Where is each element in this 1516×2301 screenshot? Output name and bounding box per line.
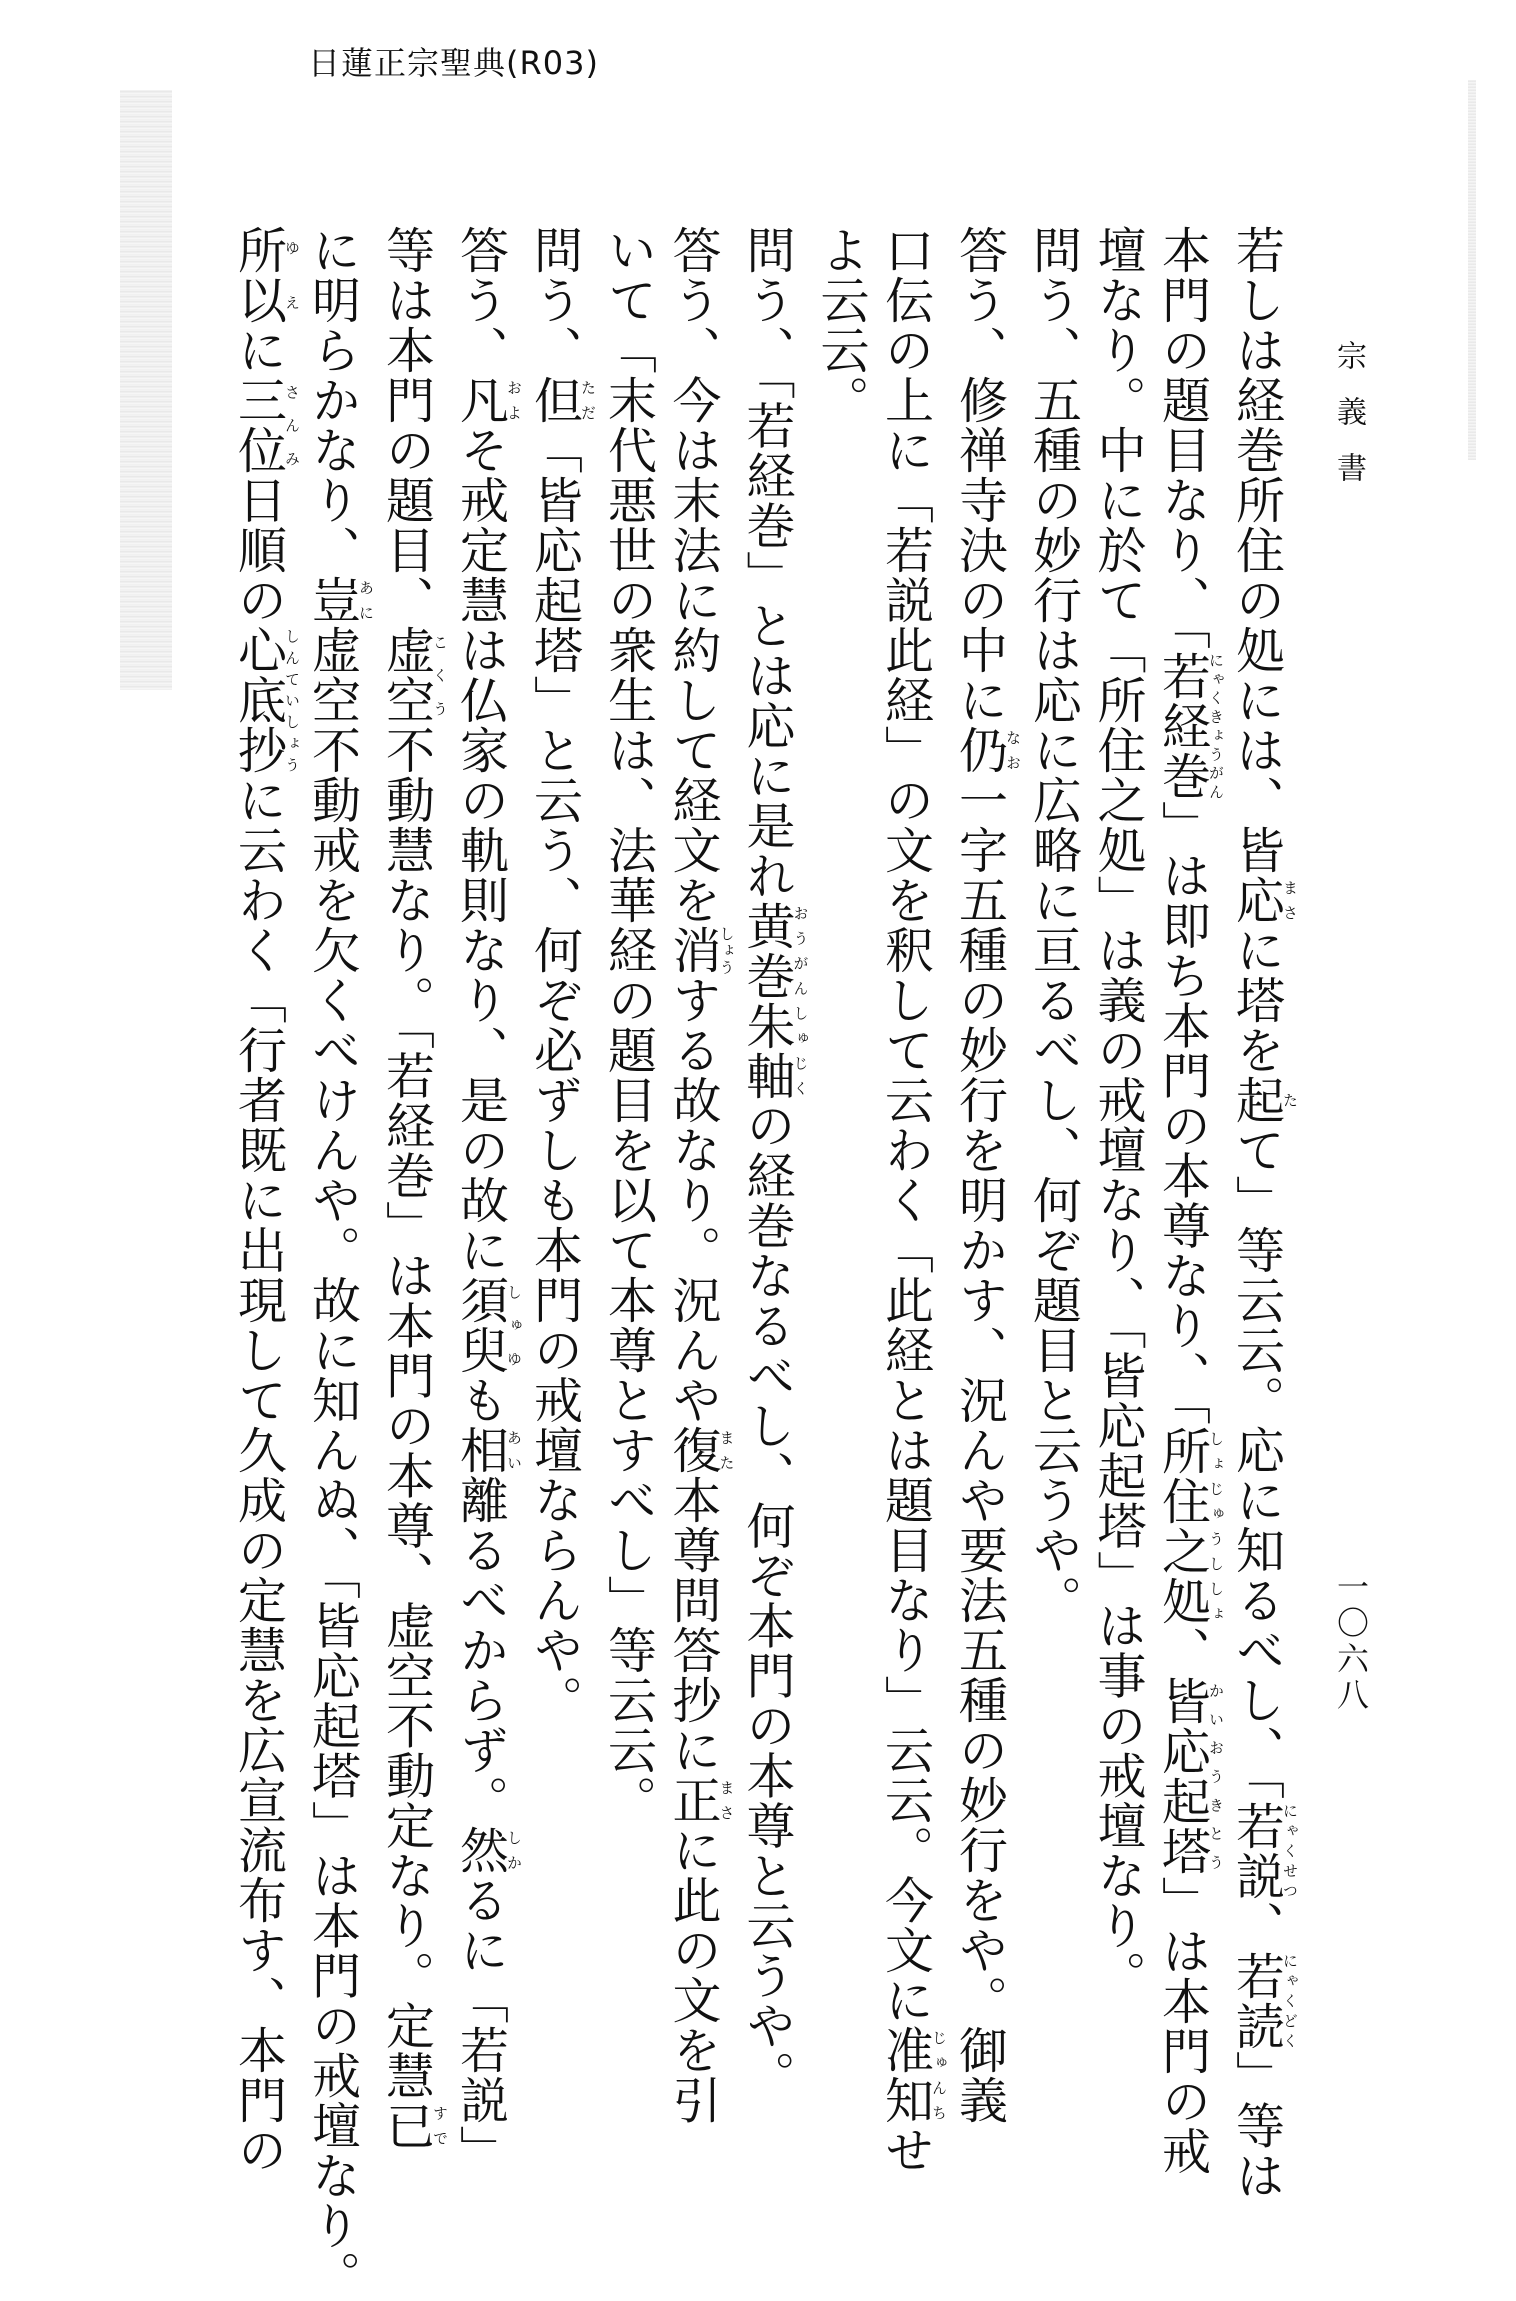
running-head: 宗義書 xyxy=(1331,340,1366,508)
text-line: 本門の題目なり、「若経巻にゃくきょうがん」は即ち本門の本尊なり、「所住之処しょじゅうししょ、皆応起塔かいおうきとう」は本門の戒 xyxy=(1154,225,1225,2176)
text-line: に明らかなり、豈あに虚空不動戒を欠くべけんや。故に知んぬ、「皆応起塔」は本門の戒壇なり。 xyxy=(304,225,375,2301)
furigana-reading: およ xyxy=(505,375,523,425)
furigana-ruby: 復また xyxy=(665,1425,736,1475)
furigana-ruby: 若読にゃくどく xyxy=(1228,1950,1299,2051)
book-title: 日蓮正宗聖典(R03) xyxy=(308,44,599,82)
furigana-reading: しゅゆ xyxy=(505,1275,523,1375)
furigana-reading: ただ xyxy=(579,375,597,425)
furigana-ruby: 三位さんみ xyxy=(230,375,301,475)
furigana-ruby: 已すで xyxy=(378,2100,449,2151)
furigana-ruby: 所以ゆえ xyxy=(230,225,301,325)
furigana-ruby: 須臾しゅゆ xyxy=(452,1275,523,1375)
furigana-ruby: 黄巻朱軸おうがんしゅじく xyxy=(739,900,810,1101)
furigana-reading: にゃくせつ xyxy=(1281,1800,1299,1901)
furigana-reading: あい xyxy=(505,1425,523,1475)
furigana-reading: しんていしょう xyxy=(283,625,301,775)
furigana-ruby: 仍なお xyxy=(951,725,1022,775)
text-line: 問う、但ただ「皆応起塔」と云う、何ぞ必ずしも本門の戒壇ならんや。 xyxy=(526,225,597,1725)
furigana-ruby: 消しょう xyxy=(665,925,736,975)
text-line: 所以ゆえに三位さんみ日順の心底抄しんていしょうに云わく「行者既に出現して久成の定慧を広宣流布す、本門の xyxy=(230,225,301,2175)
text-line: 壇なり。中に於て「所住之処」は義の戒壇なり、「皆応起塔」は事の戒壇なり。 xyxy=(1090,225,1147,2001)
furigana-reading: しょう xyxy=(717,925,736,975)
furigana-reading: すで xyxy=(431,2100,449,2151)
text-line: 答う、修禅寺決の中に仍なお一字五種の妙行を明かす、況んや要法五種の妙行をや。御義 xyxy=(951,225,1022,2125)
page-number: 一〇六八 xyxy=(1332,1570,1370,1714)
furigana-ruby: 但ただ xyxy=(526,375,597,425)
furigana-ruby: 虚空こくう xyxy=(378,625,449,725)
furigana-reading: にゃくどく xyxy=(1281,1950,1299,2051)
furigana-ruby: 豈あに xyxy=(304,575,375,625)
furigana-ruby: 然しか xyxy=(452,1825,523,1875)
furigana-ruby: 心底抄しんていしょう xyxy=(230,625,301,775)
furigana-reading: まさ xyxy=(717,1775,736,1825)
furigana-reading: ゆえ xyxy=(283,225,301,325)
furigana-ruby: 起た xyxy=(1228,1075,1299,1125)
text-line: 若しは経巻所住の処には、皆応まさに塔を起たて」等云云。応に知るべし、「若説にゃくせつ、若読にゃくどく」等は xyxy=(1228,225,1299,2201)
text-line: 等は本門の題目、虚空こくう不動慧なり。「若経巻」は本門の本尊、虚空不動定なり。定慧已すで xyxy=(378,225,449,2151)
text-line: 答う、凡およそ戒定慧は仏家の軌則なり、是の故に須臾しゅゆも相あい離るべからず。然しかるに「若説」 xyxy=(452,225,523,2175)
furigana-reading: あに xyxy=(357,575,375,625)
furigana-reading: た xyxy=(1281,1075,1299,1125)
furigana-reading: おうがんしゅじく xyxy=(791,900,810,1101)
furigana-reading: なお xyxy=(1004,725,1022,775)
scan-shadow-left xyxy=(120,90,172,690)
body-text xyxy=(226,225,1299,2301)
scan-shadow-right xyxy=(1468,80,1476,460)
text-line: 答う、今は末法に約して経文を消しょうする故なり。況んや復また本尊問答抄に正まさに此の文を引 xyxy=(665,225,736,2125)
furigana-ruby: 相あい xyxy=(452,1425,523,1475)
furigana-reading: こくう xyxy=(431,625,449,725)
text-line: 問う、「若経巻」とは応に是れ黄巻朱軸おうがんしゅじくの経巻なるべし、何ぞ本門の本尊と云うや。 xyxy=(739,225,810,2101)
text-line: 問う、五種の妙行は応に広略に亘るべし、何ぞ題目と云うや。 xyxy=(1025,225,1083,1625)
text-line: 口伝の上に「若説此経」の文を釈して云わく「此経とは題目なり」云云。今文に准知じゅんちせ xyxy=(877,225,948,2175)
furigana-ruby: 凡およ xyxy=(452,375,523,425)
furigana-ruby: 皆応起塔かいおうきとう xyxy=(1154,1676,1225,1876)
furigana-ruby: 若経巻にゃくきょうがん xyxy=(1154,650,1225,801)
furigana-ruby: 准知じゅんち xyxy=(877,2025,948,2125)
furigana-reading: しょじゅうししょ xyxy=(1207,1426,1225,1626)
furigana-reading: じゅんち xyxy=(930,2025,948,2125)
furigana-ruby: 所住之処しょじゅうししょ xyxy=(1154,1426,1225,1626)
furigana-reading: かいおうきとう xyxy=(1207,1676,1225,1876)
furigana-ruby: 応まさ xyxy=(1228,875,1299,925)
furigana-ruby: 正まさ xyxy=(665,1775,736,1825)
furigana-reading: しか xyxy=(505,1825,523,1875)
furigana-reading: また xyxy=(717,1425,736,1475)
furigana-reading: まさ xyxy=(1281,875,1299,925)
furigana-ruby: 若説にゃくせつ xyxy=(1228,1800,1299,1901)
text-line: よ云云。 xyxy=(813,225,870,425)
furigana-reading: にゃくきょうがん xyxy=(1207,650,1225,801)
text-line: いて「末代悪世の衆生は、法華経の題目を以て本尊とすべし」等云云。 xyxy=(600,225,658,1825)
furigana-reading: さんみ xyxy=(283,375,301,475)
